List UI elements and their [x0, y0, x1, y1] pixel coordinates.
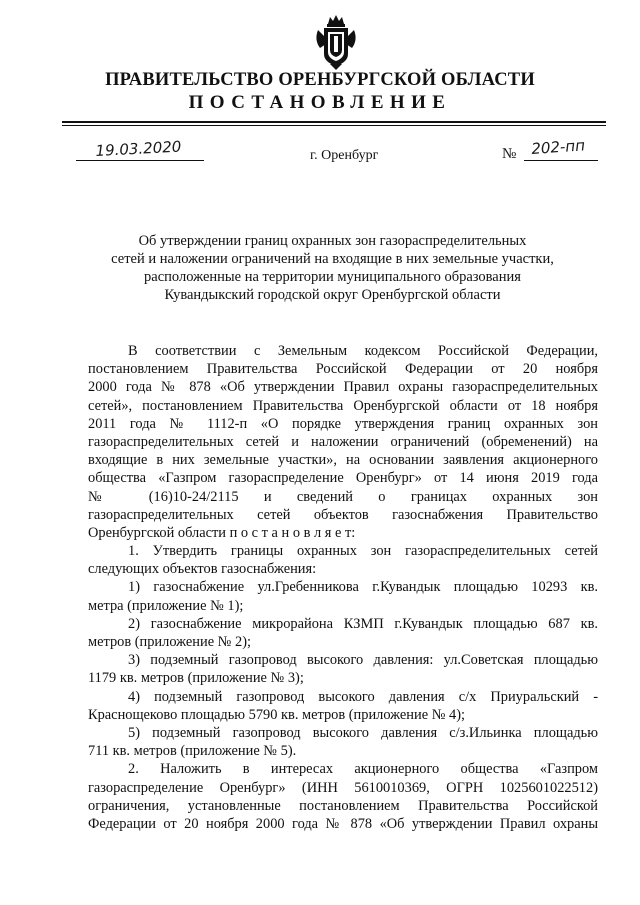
document-number: 202-пп	[530, 136, 586, 158]
body-line: метра (приложение № 1);	[88, 597, 244, 614]
subject-line: Об утверждении границ охранных зон газораспределительных	[138, 233, 527, 249]
body-line: Федерации от 20 ноября 2000 года № 878 «Об утверждении Правил охраны	[88, 815, 598, 832]
body-line: газораспределение Оренбург» (ИНН 5610010369, ОГРН 1025601022512)	[88, 779, 598, 796]
date-underline	[76, 160, 204, 161]
body-line: 711 кв. метров (приложение № 5).	[88, 743, 297, 760]
subject-line: расположенные на территории муниципального образования	[144, 269, 521, 285]
body-line: газораспределительных сетей и наложении ограничений (обременений) на	[88, 433, 598, 450]
body-line: постановлением Правительства Российской Федерации от 20 ноября	[88, 361, 598, 378]
body-line: 1) газоснабжение ул.Гребенникова г.Кувандык площадью 10293 кв.	[128, 579, 598, 596]
coat-of-arms-emblem	[312, 14, 360, 70]
body-line: 4) подземный газопровод высокого давления с/х Приуральский -	[128, 688, 598, 705]
body-line: В соответствии с Земельным кодексом Российской Федерации,	[128, 343, 598, 359]
body-line: газораспределительных сетей объектов газоснабжения Правительство	[88, 506, 598, 523]
document-body	[88, 342, 598, 833]
body-line: Оренбургской области п о с т а н о в л я е т:	[88, 524, 356, 541]
document-city: г. Оренбург	[310, 148, 379, 163]
body-line: 2011 года № 1112-п «О порядке утверждения границ охранных зон	[88, 415, 598, 432]
header-divider-thin	[62, 125, 606, 126]
body-line: входящие в них земельные участки», на основании заявления акционерного	[88, 452, 598, 469]
number-underline	[524, 160, 598, 161]
body-line: 2000 года № 878 «Об утверждении Правил охраны газораспределительных	[88, 379, 598, 396]
header-divider-thick	[62, 121, 606, 123]
body-line: 2. Наложить в интересах акционерного общества «Газпром	[128, 761, 598, 778]
body-line: общества «Газпром газораспределение Оренбург» от 14 июня 2019 года	[88, 470, 598, 487]
document-date: 19.03.2020	[95, 137, 182, 160]
document-number-label: №	[502, 146, 517, 162]
body-line: 1179 кв. метров (приложение № 3);	[88, 670, 304, 687]
body-line: сетей», постановлением Правительства Оренбургской области от 18 ноября	[88, 397, 598, 414]
body-line: метров (приложение № 2);	[88, 634, 251, 650]
body-line: 2) газоснабжение микрорайона КЗМП г.Кувандык площадью 687 кв.	[128, 615, 598, 632]
subject-line: Кувандыкский городской округ Оренбургской области	[164, 287, 501, 303]
body-line: 1. Утвердить границы охранных зон газораспределительных сетей	[128, 543, 598, 560]
government-title: ПРАВИТЕЛЬСТВО ОРЕНБУРГСКОЙ ОБЛАСТИ	[105, 70, 535, 90]
body-line: следующих объектов газоснабжения:	[88, 561, 317, 578]
body-line: 5) подземный газопровод высокого давления с/з.Ильинка площадью	[128, 724, 598, 741]
body-line: № (16)10-24/2115 и сведений о границах охранных зон	[88, 488, 598, 505]
body-line: 3) подземный газопровод высокого давления: ул.Советская площадью	[128, 652, 598, 669]
document-subject	[80, 232, 585, 304]
body-line: ограничения, установленные постановлением Правительства Российской	[88, 797, 598, 814]
document-type-title: ПОСТАНОВЛЕНИЕ	[188, 92, 452, 113]
subject-line: сетей и наложении ограничений на входящие в них земельные участки,	[111, 251, 554, 267]
body-line: Краснощеково площадью 5790 кв. метров (приложение № 4);	[88, 706, 466, 723]
